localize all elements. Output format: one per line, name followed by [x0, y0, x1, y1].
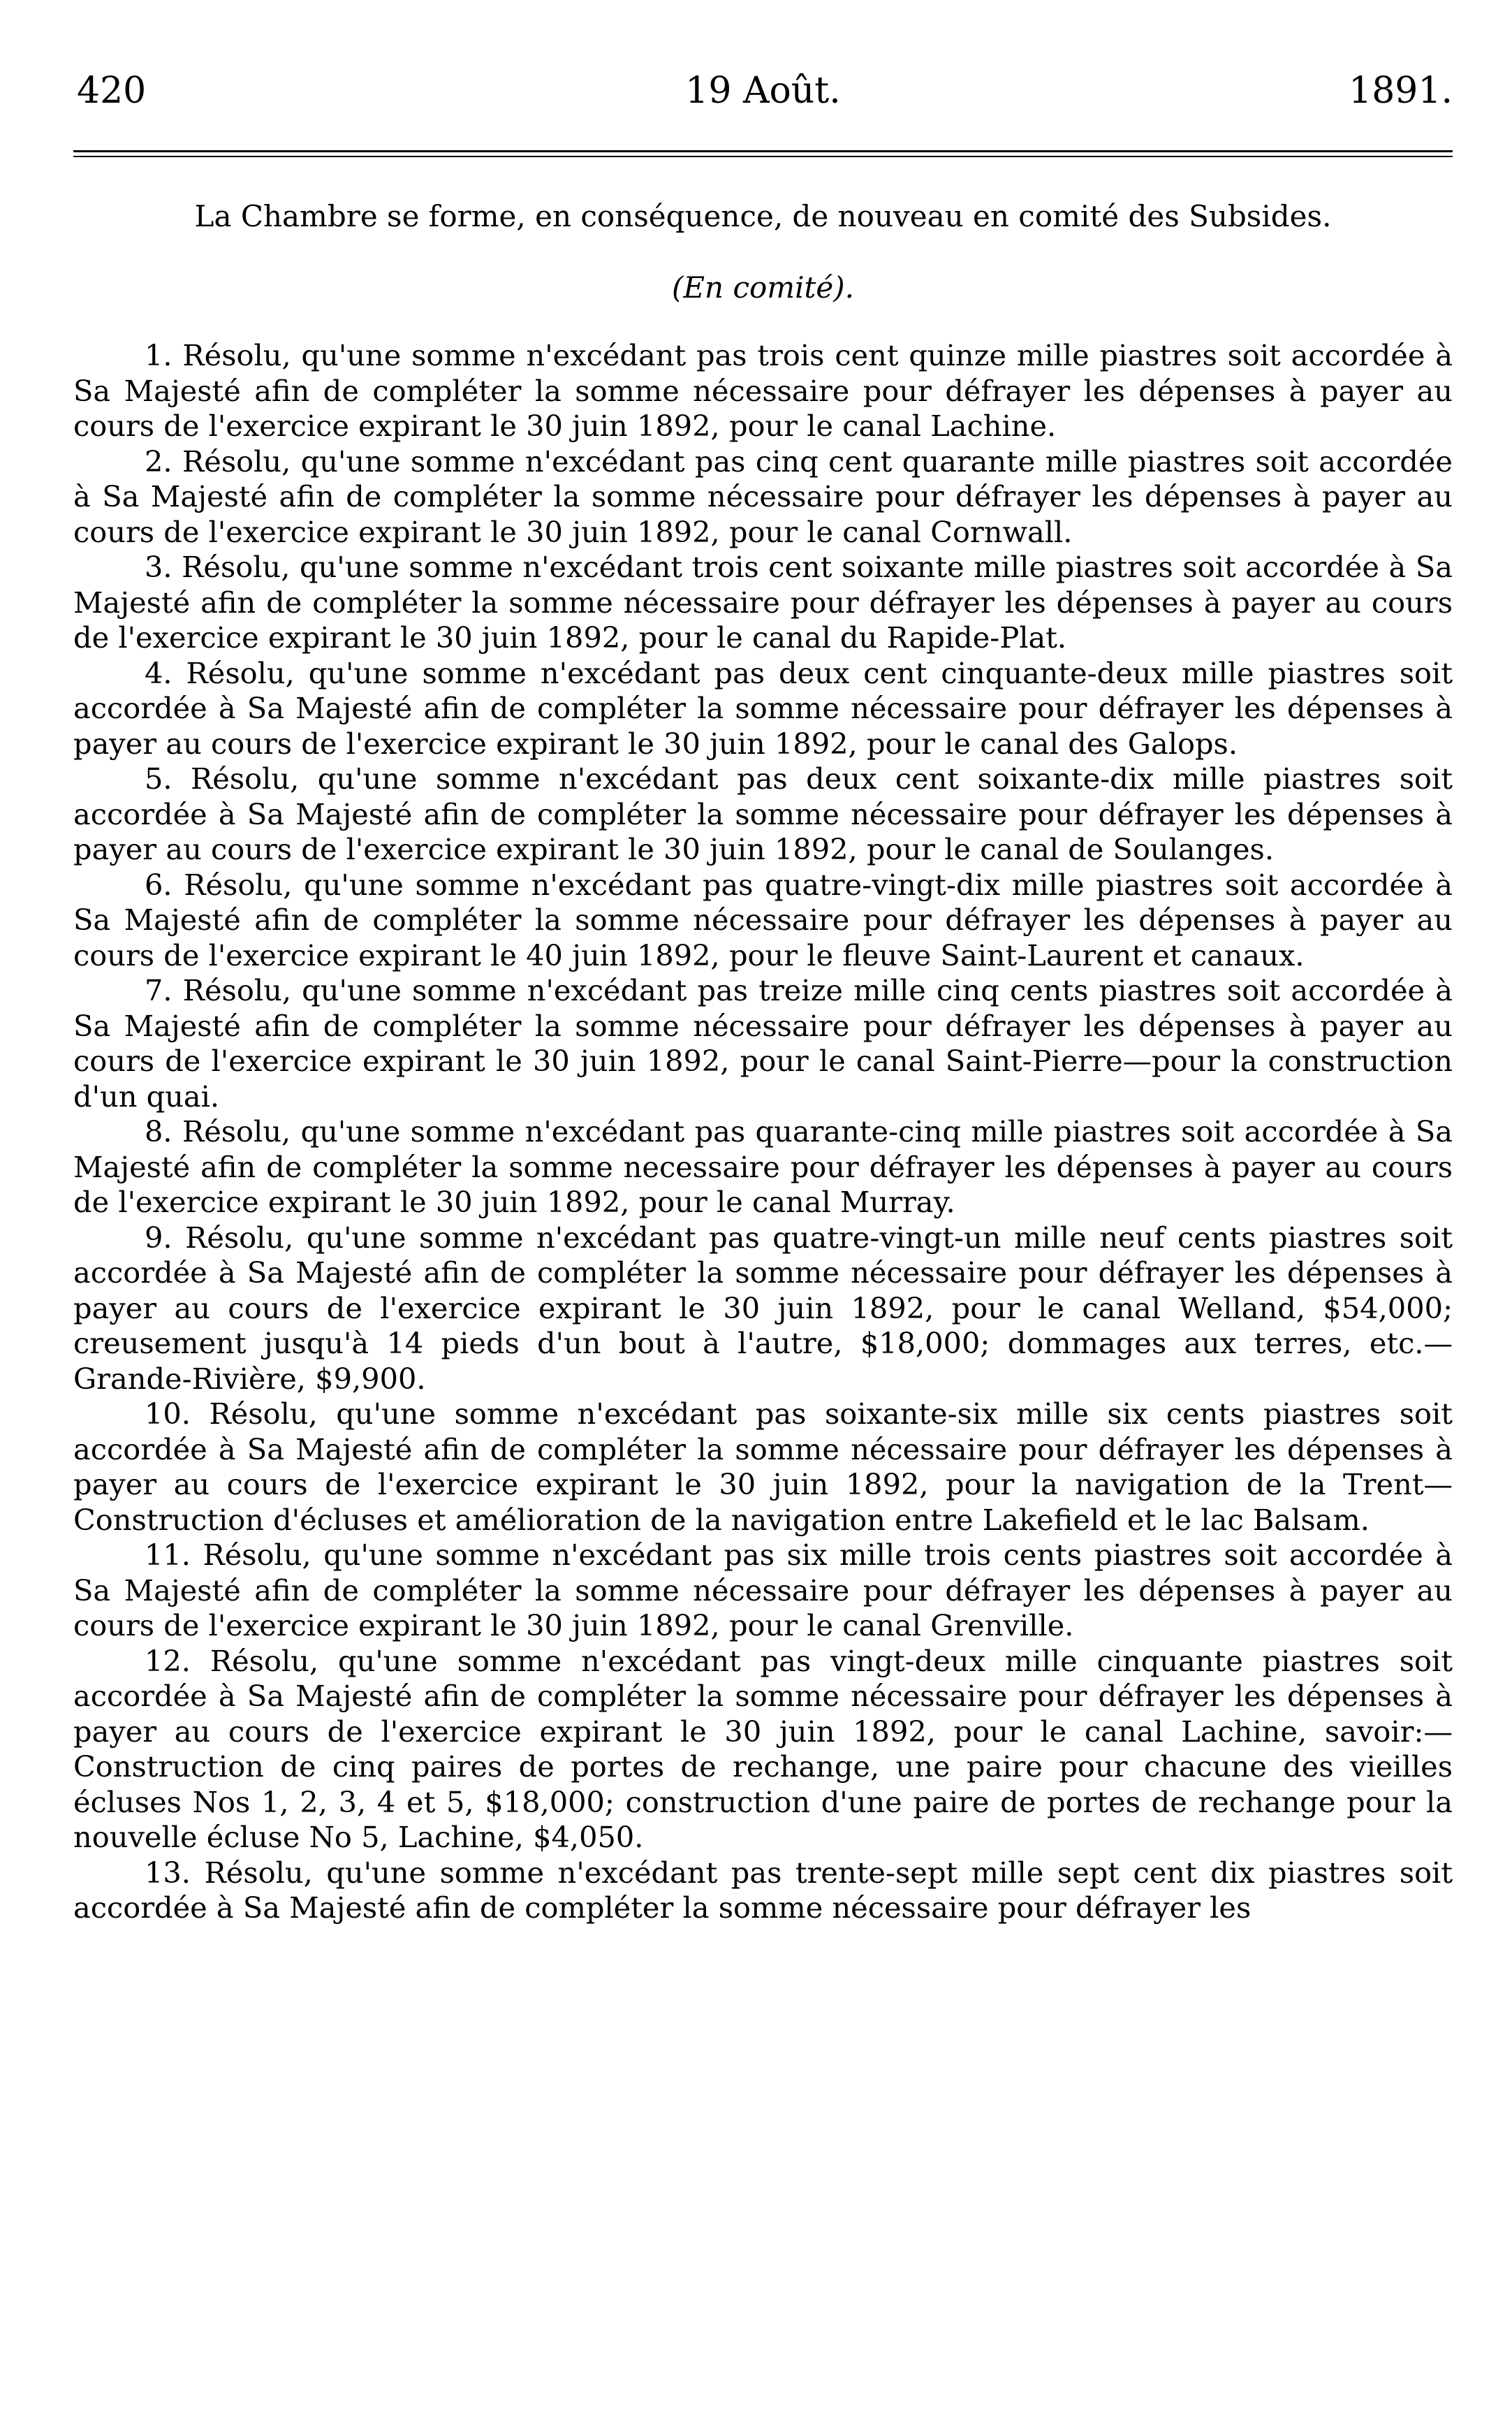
page-header [73, 59, 1453, 122]
resolution-paragraph: 13. Résolu, qu'une somme n'excédant pas trente-sept mille sept cent dix piastres soit accordée à Sa Majesté afin de compléter la somme nécessaire pour défrayer les [73, 1855, 1453, 1925]
resolution-paragraph: 5. Résolu, qu'une somme n'excédant pas deux cent soixante-dix mille piastres soit accordée à Sa Majesté afin de compléter la somme nécessaire pour défrayer les dépenses à payer au cours de l'exercice expirant le 30 juin 1892, pour le canal de Soulanges. [73, 761, 1453, 866]
resolution-paragraph: 1. Résolu, qu'une somme n'excédant pas trois cent quinze mille piastres soit accordée à Sa Majesté afin de compléter la somme nécessaire pour défrayer les dépenses à payer au cours de l'exercice expirant le 30 juin 1892, pour le canal Lachine. [73, 338, 1453, 443]
page-number: 420 [77, 70, 147, 112]
resolution-paragraph: 3. Résolu, qu'une somme n'excédant trois cent soixante mille piastres soit accordée à Sa Majesté afin de compléter la somme nécessaire pour défrayer les dépenses à payer au cours de l'exercice expirant le 30 juin 1892, pour le canal du Rapide-Plat. [73, 550, 1453, 655]
resolution-paragraph: 6. Résolu, qu'une somme n'excédant pas quatre-vingt-dix mille piastres soit accordée à Sa Majesté afin de compléter la somme nécessaire pour défrayer les dépenses à payer au cours de l'exercice expirant le 40 juin 1892, pour le fleuve Saint-Laurent et canaux. [73, 867, 1453, 972]
resolution-paragraph: 8. Résolu, qu'une somme n'excédant pas quarante-cinq mille piastres soit accordée à Sa Majesté afin de compléter la somme necessaire pour défrayer les dépenses à payer au cours de l'exercice expirant le 30 juin 1892, pour le canal Murray. [73, 1114, 1453, 1219]
journal-page [73, 59, 1453, 1926]
resolution-paragraph: 11. Résolu, qu'une somme n'excédant pas six mille trois cents piastres soit accordée à Sa Majesté afin de compléter la somme nécessaire pour défrayer les dépenses à payer au cours de l'exercice expirant le 30 juin 1892, pour le canal Grenville. [73, 1538, 1453, 1642]
header-year: 1891. [1349, 70, 1453, 112]
header-date: 19 Août. [685, 70, 841, 112]
resolution-paragraph: 9. Résolu, qu'une somme n'excédant pas quatre-vingt-un mille neuf cents piastres soit accordée à Sa Majesté afin de compléter la somme nécessaire pour défrayer les dépenses à payer au cours de l'exercice expirant le 30 juin 1892, pour le canal Welland, $54,000; creusement jusqu'à 14 pieds d'un bout à l'autre, $18,000; dommages aux terres, etc.—Grande-Rivière, $9,900. [73, 1220, 1453, 1396]
resolutions-list [73, 338, 1453, 1926]
resolution-paragraph: 7. Résolu, qu'une somme n'excédant pas treize mille cinq cents piastres soit accordée à Sa Majesté afin de compléter la somme nécessaire pour défrayer les dépenses à payer au cours de l'exercice expirant le 30 juin 1892, pour le canal Saint-Pierre—pour la construction d'un quai. [73, 973, 1453, 1114]
header-rule [73, 150, 1453, 157]
resolution-paragraph: 12. Résolu, qu'une somme n'excédant pas vingt-deux mille cinquante piastres soit accordée à Sa Majesté afin de compléter la somme nécessaire pour défrayer les dépenses à payer au cours de l'exercice expirant le 30 juin 1892, pour le canal Lachine, savoir:—Construction de cinq paires de portes de rechange, une paire pour chacune des vieilles écluses Nos 1, 2, 3, 4 et 5, $18,000; construction d'une paire de portes de rechange pour la nouvelle écluse No 5, Lachine, $4,050. [73, 1643, 1453, 1854]
intro-text: La Chambre se forme, en conséquence, de nouveau en comité des Subsides. [194, 199, 1332, 233]
resolution-paragraph: 4. Résolu, qu'une somme n'excédant pas deux cent cinquante-deux mille piastres soit accordée à Sa Majesté afin de compléter la somme nécessaire pour défrayer les dépenses à payer au cours de l'exercice expirant le 30 juin 1892, pour le canal des Galops. [73, 655, 1453, 761]
section-label: (En comité). [672, 270, 854, 305]
resolution-paragraph: 2. Résolu, qu'une somme n'excédant pas cinq cent quarante mille piastres soit accordée à Sa Majesté afin de compléter la somme nécessaire pour défrayer les dépenses à payer au cours de l'exercice expirant le 30 juin 1892, pour le canal Cornwall. [73, 444, 1453, 549]
resolution-paragraph: 10. Résolu, qu'une somme n'excédant pas soixante-six mille six cents piastres soit accordée à Sa Majesté afin de compléter la somme nécessaire pour défrayer les dépenses à payer au cours de l'exercice expirant le 30 juin 1892, pour la navigation de la Trent—Construction d'écluses et amélioration de la navigation entre Lakefield et le lac Balsam. [73, 1397, 1453, 1537]
